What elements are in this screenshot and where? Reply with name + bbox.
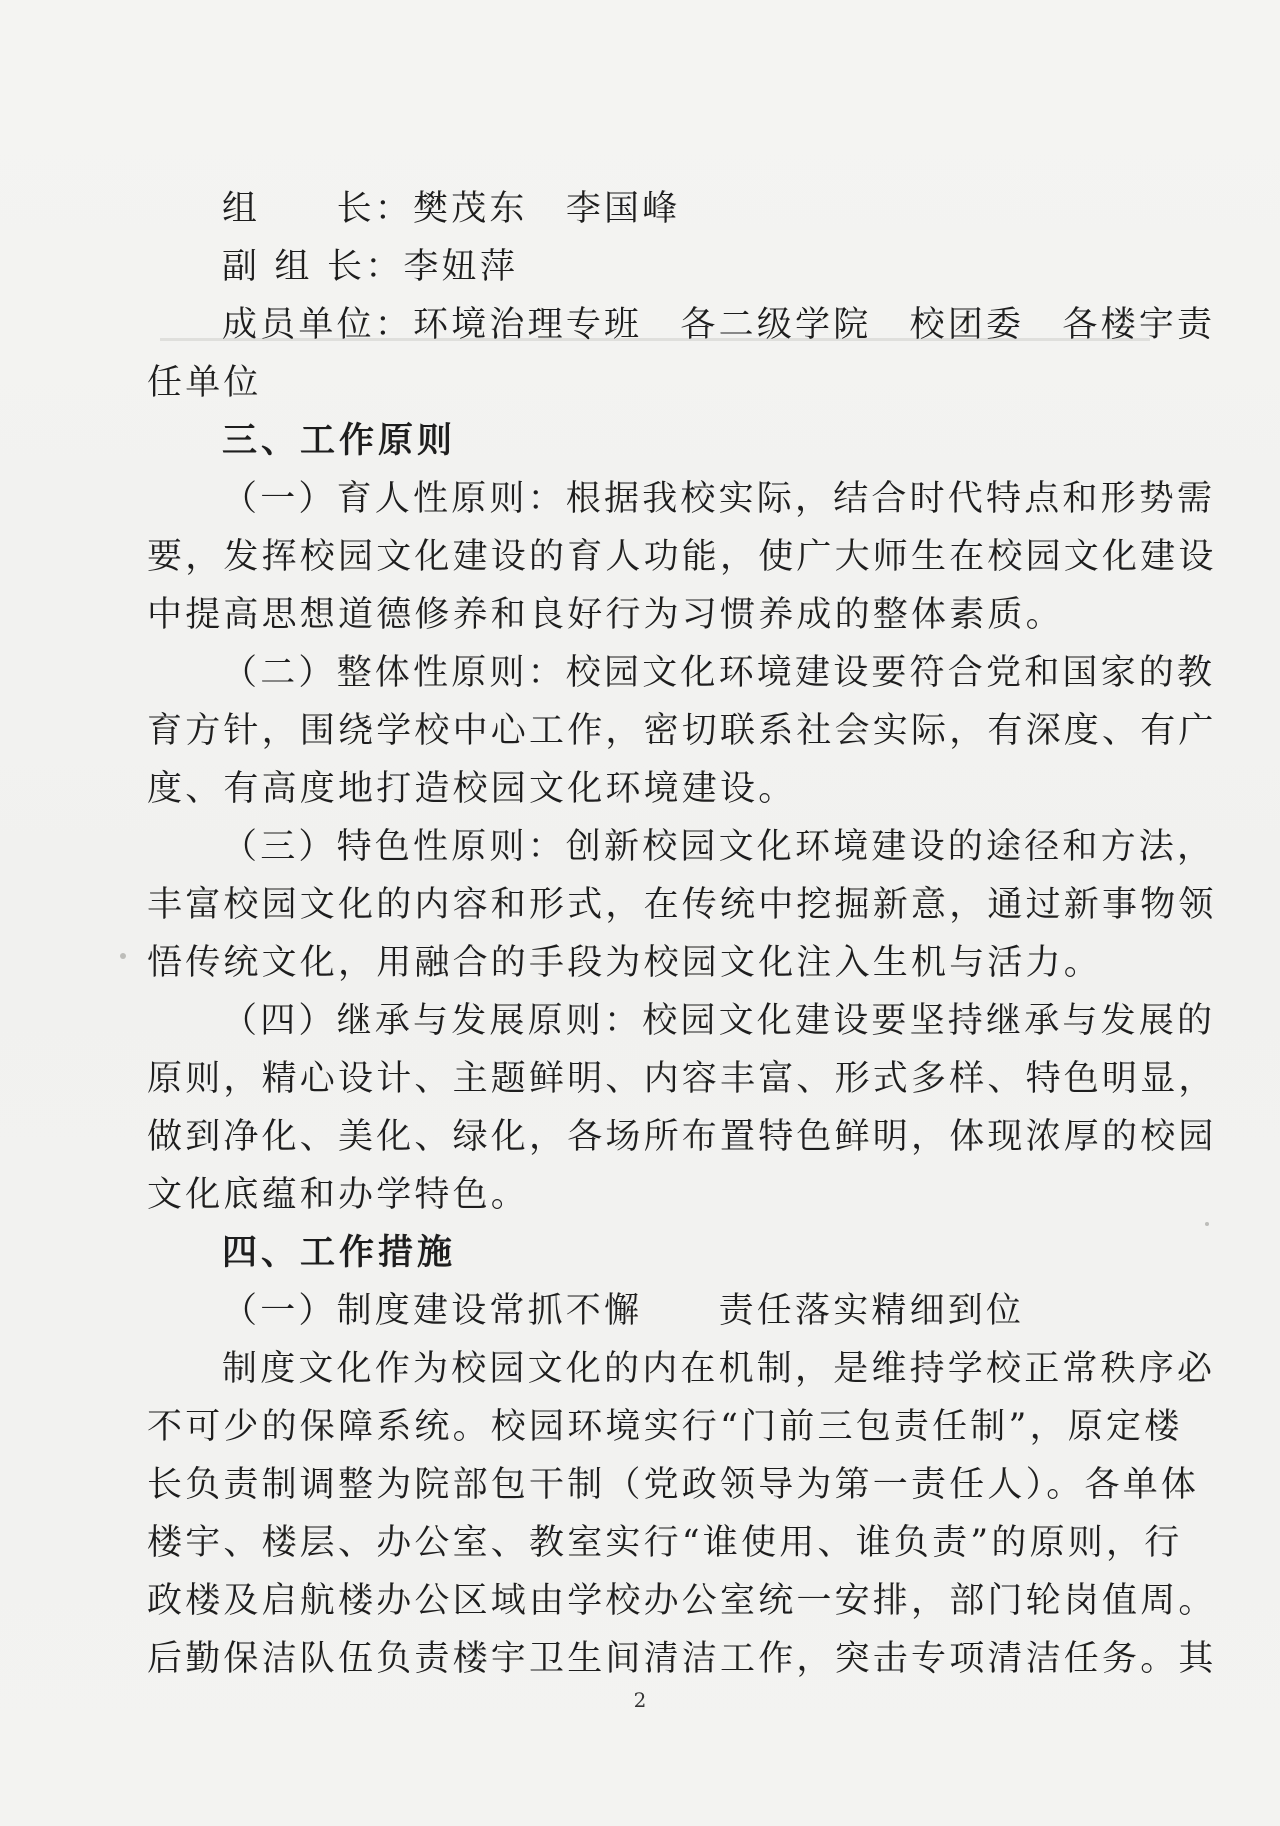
paragraph-line: 丰富校园文化的内容和形式，在传统中挖掘新意，通过新事物领: [147, 885, 1217, 925]
paragraph-line: 后勤保洁队伍负责楼宇卫生间清洁工作，突击专项清洁任务。其: [147, 1639, 1217, 1679]
paragraph-line: （三）特色性原则：创新校园文化环境建设的途径和方法，: [222, 827, 1216, 867]
leader-row-3: [147, 296, 1216, 354]
paragraph-line: 政楼及启航楼办公区域由学校办公室统一安排，部门轮岗值周。: [147, 1581, 1217, 1621]
paragraph-line: 悟传统文化，用融合的手段为校园文化注入生机与活力。: [147, 943, 1103, 983]
leader-row-2: [147, 238, 1147, 296]
leader-row-1: [147, 180, 1147, 238]
section-heading-measures: 四、工作措施: [222, 1233, 457, 1273]
leader-names: 环境治理专班 各二级学院 校团委 各楼宇责: [413, 305, 1216, 345]
page-number: 2: [633, 1688, 647, 1712]
paragraph-line: 制度文化作为校园文化的内在机制，是维持学校正常秩序必: [222, 1349, 1216, 1389]
leader-role: 成员单位：: [222, 305, 414, 345]
paragraph-line: （一）育人性原则：根据我校实际，结合时代特点和形势需: [222, 479, 1216, 519]
paragraph-line: 原则，精心设计、主题鲜明、内容丰富、形式多样、特色明显，: [147, 1059, 1217, 1099]
paragraph-line: 度、有高度地打造校园文化环境建设。: [147, 769, 797, 809]
leader-role: 组 长：: [222, 189, 414, 229]
leader-names: 李妞萍: [403, 247, 519, 287]
paragraph-line: 育方针，围绕学校中心工作，密切联系社会实际，有深度、有广: [147, 711, 1217, 751]
paragraph-line: （二）整体性原则：校园文化环境建设要符合党和国家的教: [222, 653, 1216, 693]
paragraph-line: 不可少的保障系统。校园环境实行“门前三包责任制”，原定楼: [147, 1407, 1183, 1447]
scan-speck: [1205, 1222, 1209, 1226]
subsection-heading: （一）制度建设常抓不懈 责任落实精细到位: [222, 1291, 1025, 1331]
paragraph-line: （四）继承与发展原则：校园文化建设要坚持继承与发展的: [222, 1001, 1216, 1041]
paragraph-line: 做到净化、美化、绿化，各场所布置特色鲜明，体现浓厚的校园: [147, 1117, 1217, 1157]
paragraph-line: 楼宇、楼层、办公室、教室实行“谁使用、谁负责”的原则，行: [147, 1523, 1183, 1563]
document-body: [147, 180, 1217, 1688]
leader-role: 副 组 长：: [222, 247, 404, 287]
paragraph-line: 中提高思想道德修养和良好行为习惯养成的整体素质。: [147, 595, 1064, 635]
paragraph-line: 要，发挥校园文化建设的育人功能，使广大师生在校园文化建设: [147, 537, 1217, 577]
section-heading-principles: 三、工作原则: [222, 421, 457, 461]
scan-speck: [120, 953, 126, 959]
paragraph-line: 长负责制调整为院部包干制（党政领导为第一责任人）。各单体: [147, 1465, 1200, 1505]
leader-row-continuation: 任单位: [147, 363, 262, 403]
leader-names: 樊茂东 李国峰: [413, 189, 681, 229]
paragraph-line: 文化底蕴和办学特色。: [147, 1175, 530, 1215]
